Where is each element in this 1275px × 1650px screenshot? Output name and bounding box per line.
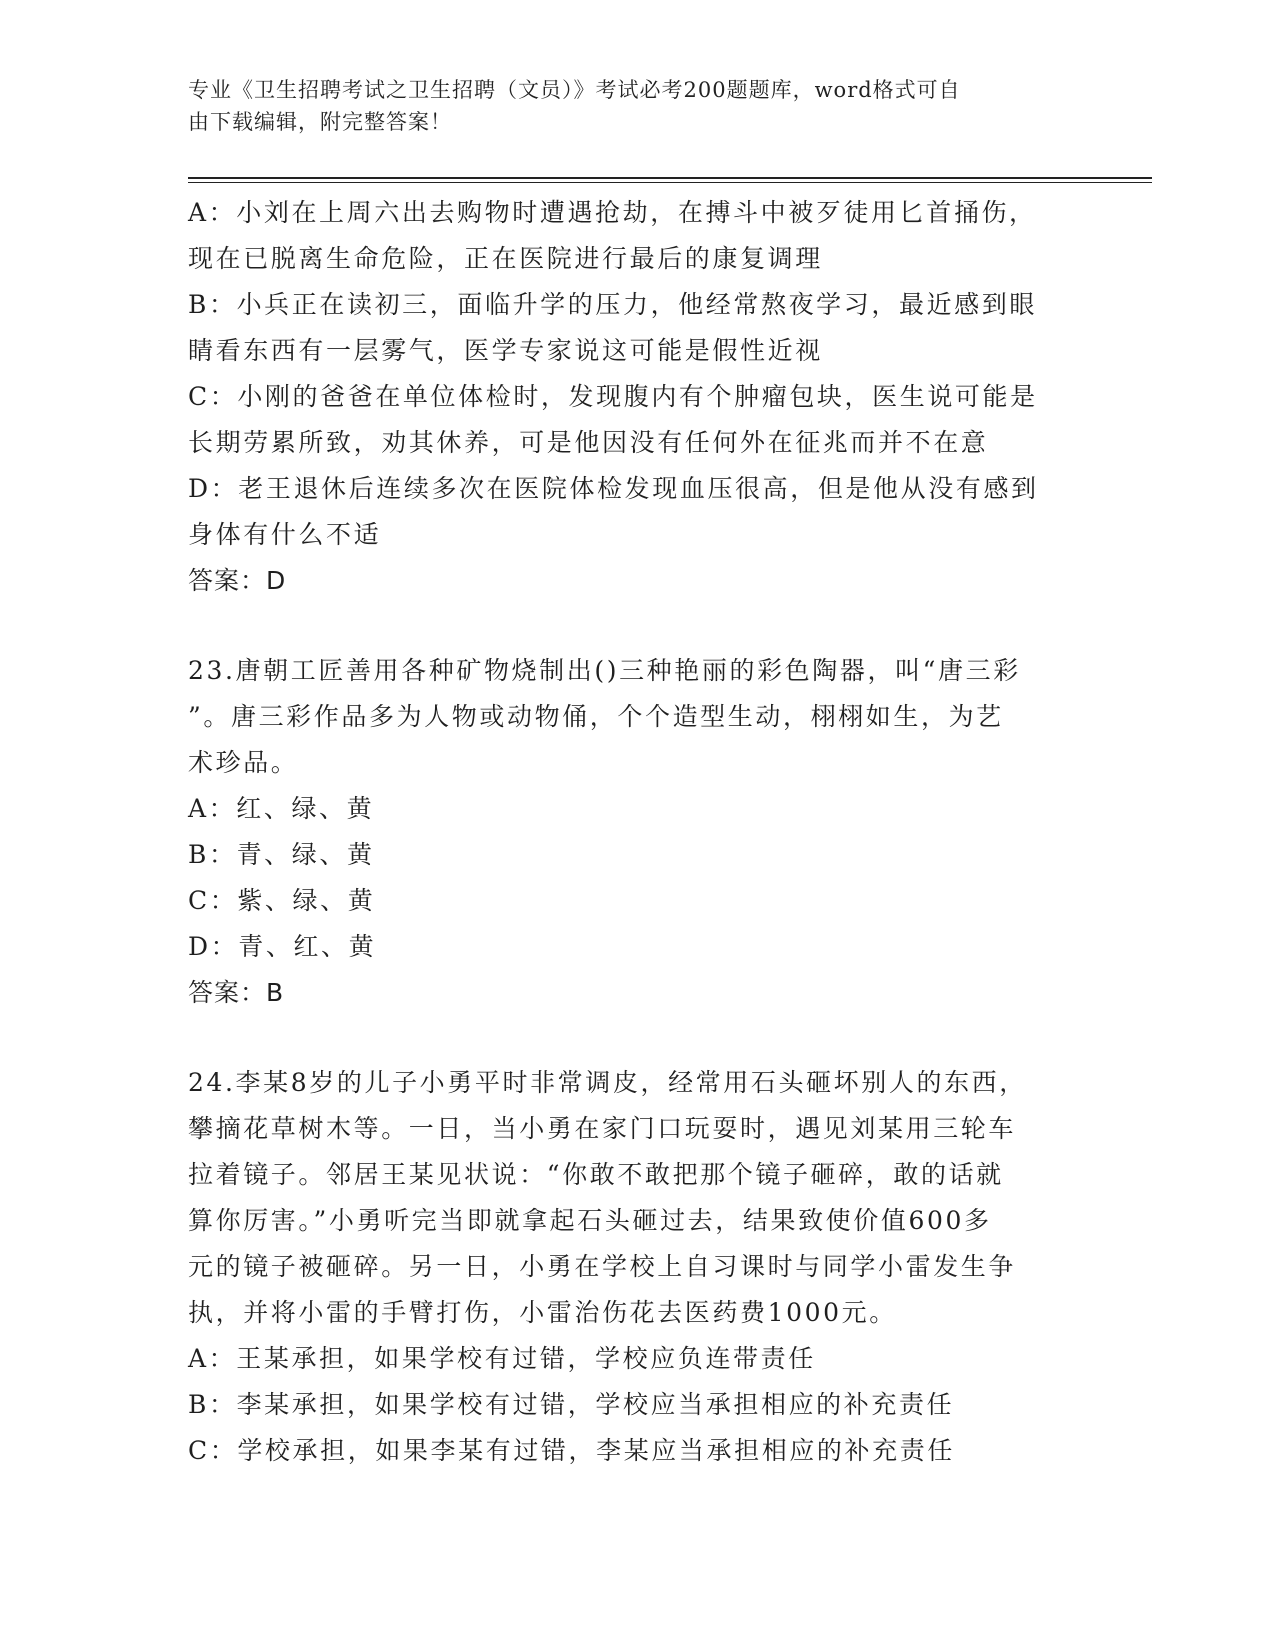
question-24 — [188, 1060, 1078, 1474]
question-stem-cont: 算你厉害。”小勇听完当即就拿起石头砸过去，结果致使价值600多 — [188, 1206, 992, 1235]
option-d: D：老王退休后连续多次在医院体检发现血压很高，但是他从没有感到 — [188, 474, 1039, 503]
option-c-cont: 长期劳累所致，劝其休养，可是他因没有任何外在征兆而并不在意 — [188, 428, 989, 457]
page-header — [188, 74, 1068, 138]
option-c: C：学校承担，如果李某有过错，李某应当承担相应的补充责任 — [188, 1436, 955, 1465]
question-stem-cont: 攀摘花草树木等。一日，当小勇在家门口玩耍时，遇见刘某用三轮车 — [188, 1114, 1017, 1143]
answer: 答案：D — [188, 566, 287, 595]
question-stem-cont: 拉着镜子。邻居王某见状说：“你敢不敢把那个镜子砸碎，敢的话就 — [188, 1160, 1004, 1189]
question-content — [188, 190, 1078, 1474]
question-stem-cont: ”。唐三彩作品多为人物或动物俑，个个造型生动，栩栩如生，为艺 — [188, 702, 1004, 731]
option-a: A：王某承担，如果学校有过错，学校应负连带责任 — [188, 1344, 816, 1373]
option-a: A：小刘在上周六出去购物时遭遇抢劫，在搏斗中被歹徒用匕首捅伤， — [188, 198, 1037, 227]
option-b-cont: 睛看东西有一层雾气，医学专家说这可能是假性近视 — [188, 336, 823, 365]
spacer — [188, 604, 1078, 648]
question-22 — [188, 190, 1078, 604]
question-stem-cont: 执，并将小雷的手臂打伤，小雷治伤花去医药费1000元。 — [188, 1298, 897, 1327]
question-stem-cont: 元的镜子被砸碎。另一日，小勇在学校上自习课时与同学小雷发生争 — [188, 1252, 1017, 1281]
option-d: D：青、红、黄 — [188, 932, 377, 961]
question-stem: 24.李某8岁的儿子小勇平时非常调皮，经常用石头砸坏别人的东西， — [188, 1068, 1027, 1097]
question-stem: 23.唐朝工匠善用各种矿物烧制出()三种艳丽的彩色陶器，叫“唐三彩 — [188, 656, 1021, 685]
option-b: B：青、绿、黄 — [188, 840, 375, 869]
option-c: C：紫、绿、黄 — [188, 886, 376, 915]
option-b: B：小兵正在读初三，面临升学的压力，他经常熬夜学习，最近感到眼 — [188, 290, 1037, 319]
option-a: A：红、绿、黄 — [188, 794, 375, 823]
answer: 答案：B — [188, 978, 285, 1007]
option-d-cont: 身体有什么不适 — [188, 520, 382, 549]
option-a-cont: 现在已脱离生命危险，正在医院进行最后的康复调理 — [188, 244, 823, 273]
header-rule-thin — [188, 182, 1152, 183]
question-stem-cont: 术珍品。 — [188, 748, 299, 777]
question-23 — [188, 648, 1078, 1016]
option-b: B：李某承担，如果学校有过错，学校应当承担相应的补充责任 — [188, 1390, 955, 1419]
option-c: C：小刚的爸爸在单位体检时，发现腹内有个肿瘤包块，医生说可能是 — [188, 382, 1038, 411]
header-line: 专业《卫生招聘考试之卫生招聘（文员）》考试必考200题题库，word格式可自 — [188, 78, 961, 102]
header-rule — [188, 177, 1152, 179]
header-line: 由下载编辑，附完整答案！ — [188, 110, 452, 134]
spacer — [188, 1016, 1078, 1060]
